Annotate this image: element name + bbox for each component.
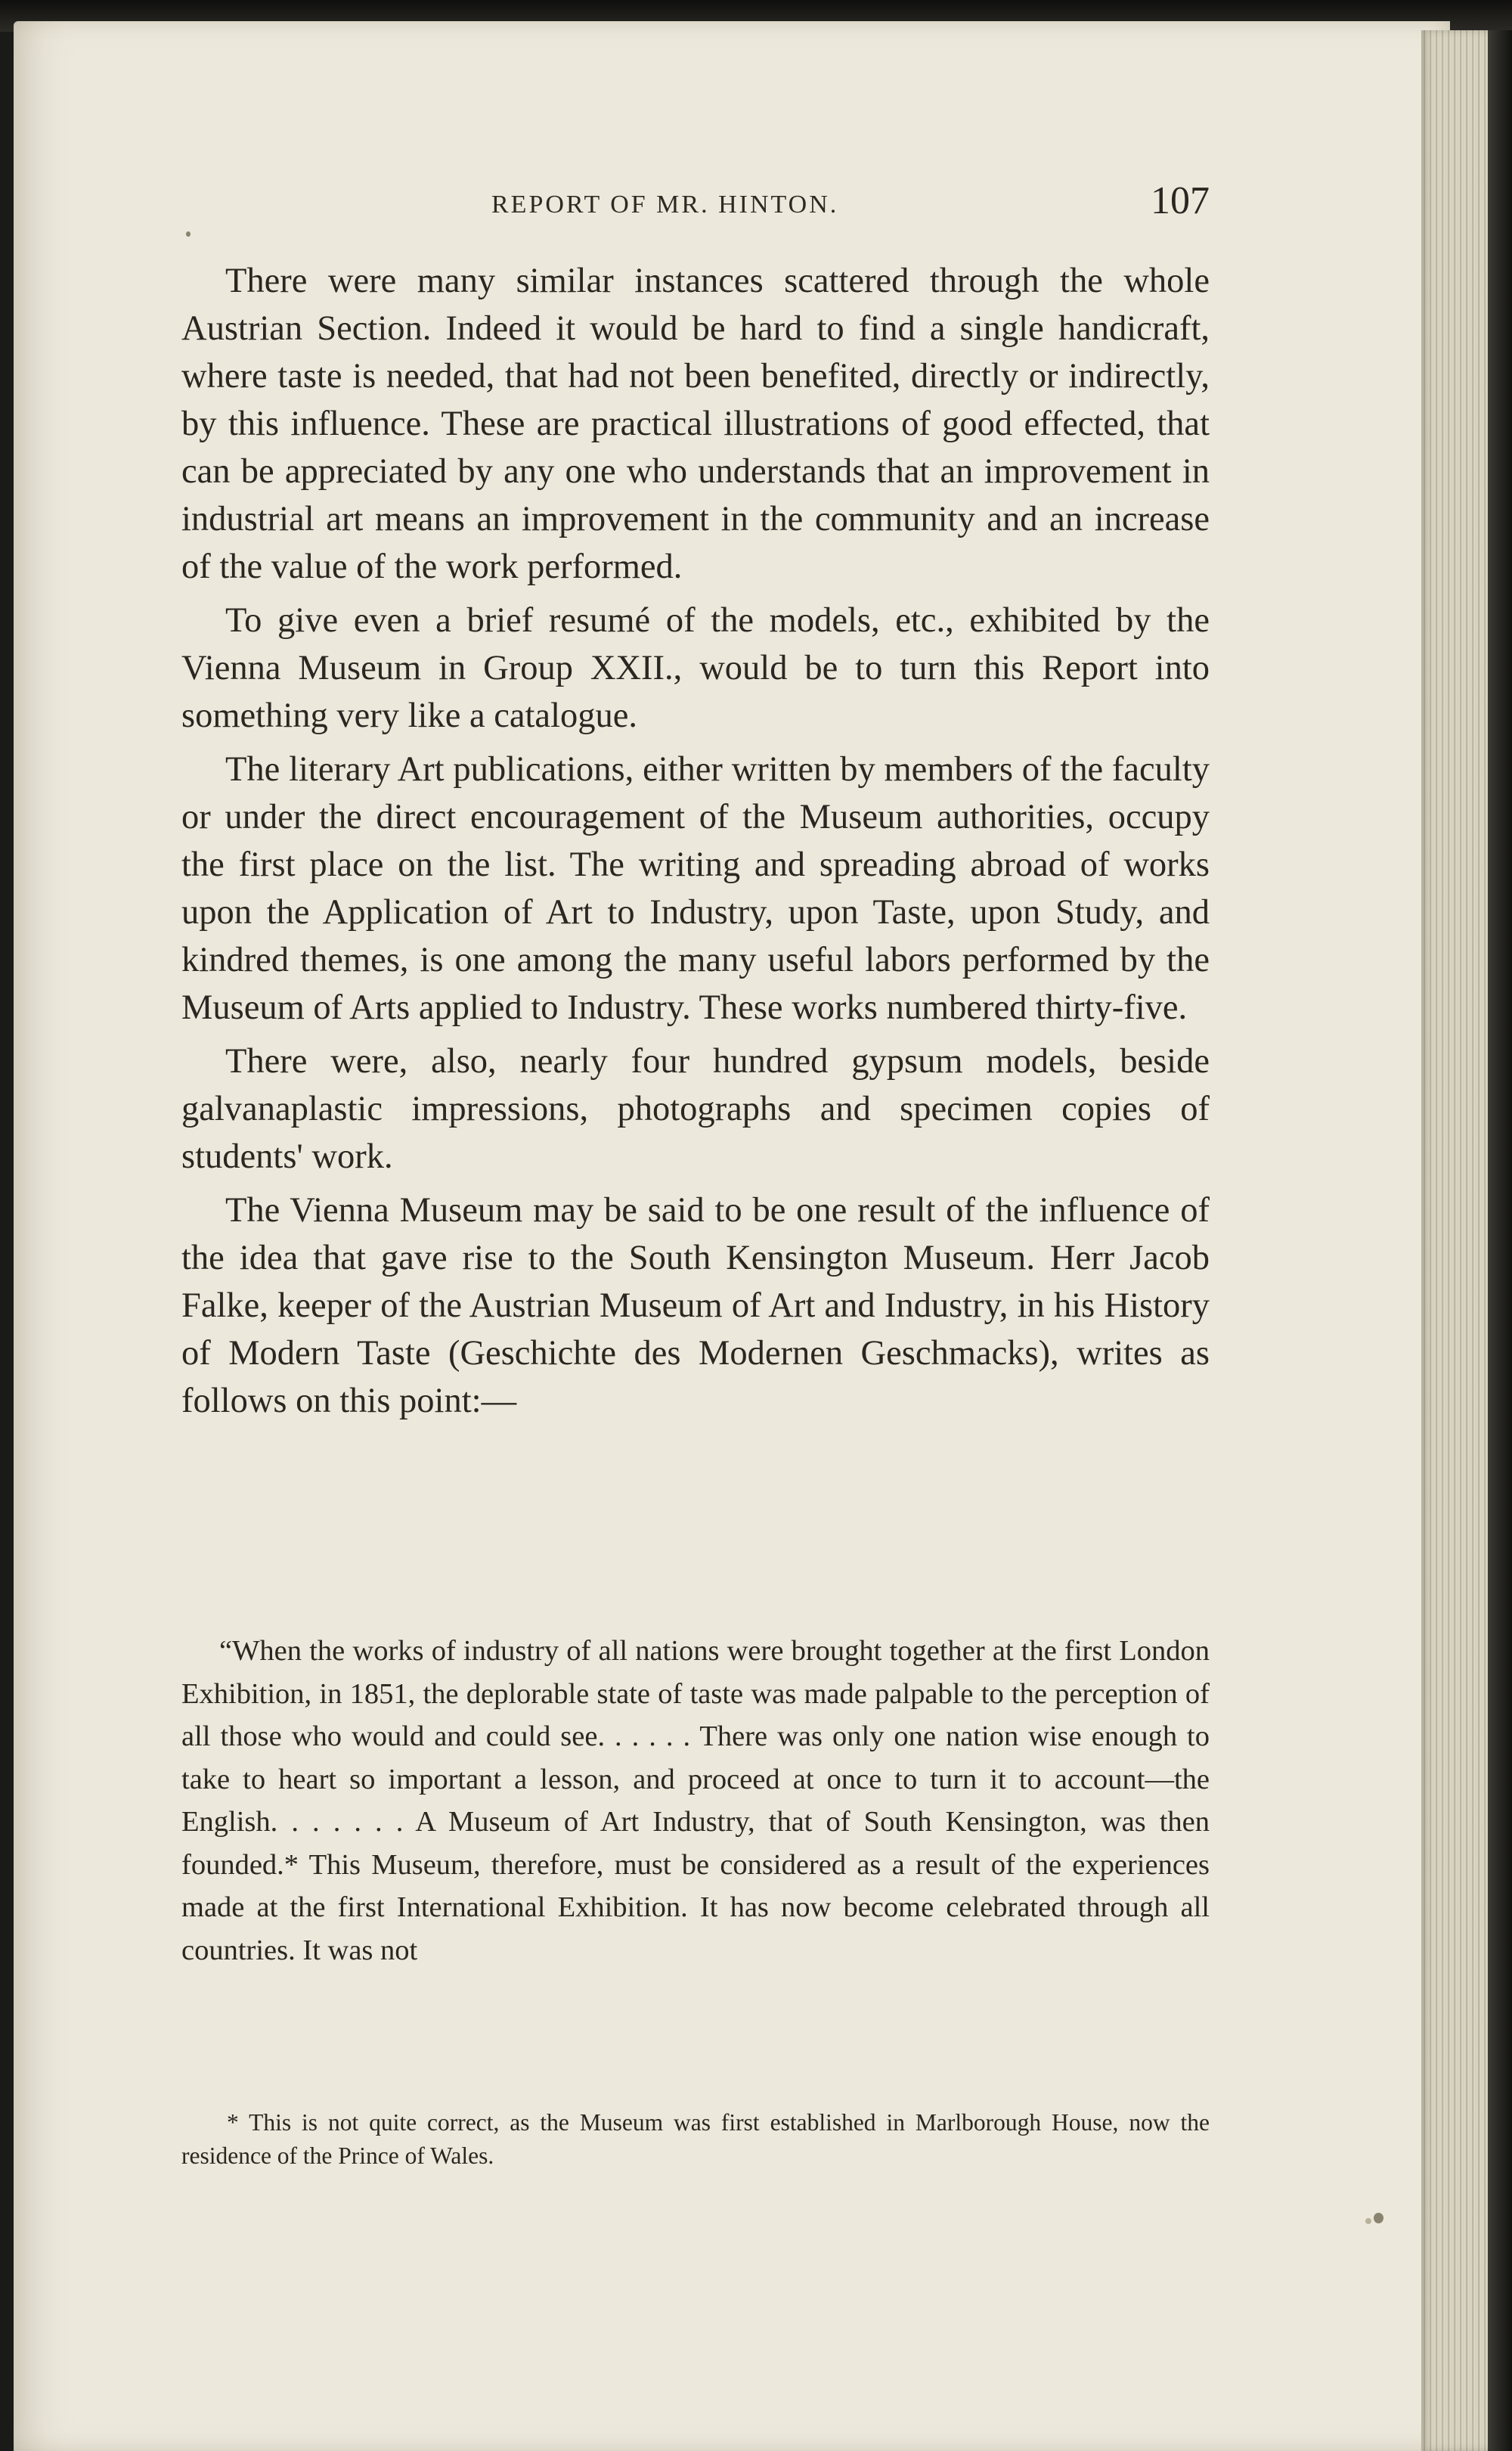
paper-speck	[1365, 2218, 1371, 2224]
paragraph: The literary Art publications, either written by members of the faculty or under the direct encouragement of the Museum authorities, occupy the first place on the list. The writing and spreading abroad of works upon the Application of Art to Industry, upon Taste, upon Study, and kindred themes, is one among the many useful labors performed by the Museum of Arts applied to Industry. These works numbered thirty-five.	[181, 750, 1210, 1027]
page-number: 107	[1151, 179, 1210, 222]
block-quote	[181, 1630, 1210, 1972]
footnote	[181, 2106, 1210, 2173]
footnote-text: * This is not quite correct, as the Museum was first established in Marlborough House, now the residence of the Prince of Wales.	[181, 2109, 1210, 2169]
paper-speck	[1374, 2213, 1383, 2223]
paragraph: There were, also, nearly four hundred gypsum models, beside galvanaplastic impressions, photographs and specimen copies of students' work.	[181, 1042, 1210, 1176]
quote-text: “When the works of industry of all nations were brought together at the first London Exhibition, in 1851, the deplorable state of taste was made palpable to the perception of all those who would and could see. . . . . . There was only one nation wise enough to take to heart so important a lesson, and proceed at once to turn it to account—the English. . . . . . . A Museum of Art Industry, that of South Kensington, was then founded.* This Museum, therefore, must be considered as a result of the experiences made at the first International Exhibition. It has now become celebrated through all countries. It was not	[181, 1635, 1210, 1966]
paragraph: To give even a brief resumé of the models, etc., exhibited by the Vienna Museum in Group XXII., would be to turn this Report into something very like a catalogue.	[181, 601, 1210, 735]
page-edges	[1421, 30, 1493, 2451]
paper-speck	[186, 231, 191, 237]
edge-shadow	[1488, 30, 1512, 2451]
paragraph: There were many similar instances scattered through the whole Austrian Section. Indeed it would be hard to find a single handicraft, where taste is needed, that had not been benefited, directly or indirectly, by this influence. These are practical illustrations of good effected, that can be appreciated by any one who understands that an improvement in industrial art means an improvement in the community and an increase of the value of the work performed.	[181, 262, 1210, 586]
page-header	[181, 174, 1210, 242]
paragraph: The Vienna Museum may be said to be one result of the influence of the idea that gave rise to the South Kensington Museum. Herr Jacob Falke, keeper of the Austrian Museum of Art and Industry, in his History of Modern Taste (Geschichte des Modernen Geschmacks), writes as follows on this point:—	[181, 1191, 1210, 1420]
running-head: REPORT OF MR. HINTON.	[491, 191, 839, 219]
body-text	[181, 257, 1210, 1431]
